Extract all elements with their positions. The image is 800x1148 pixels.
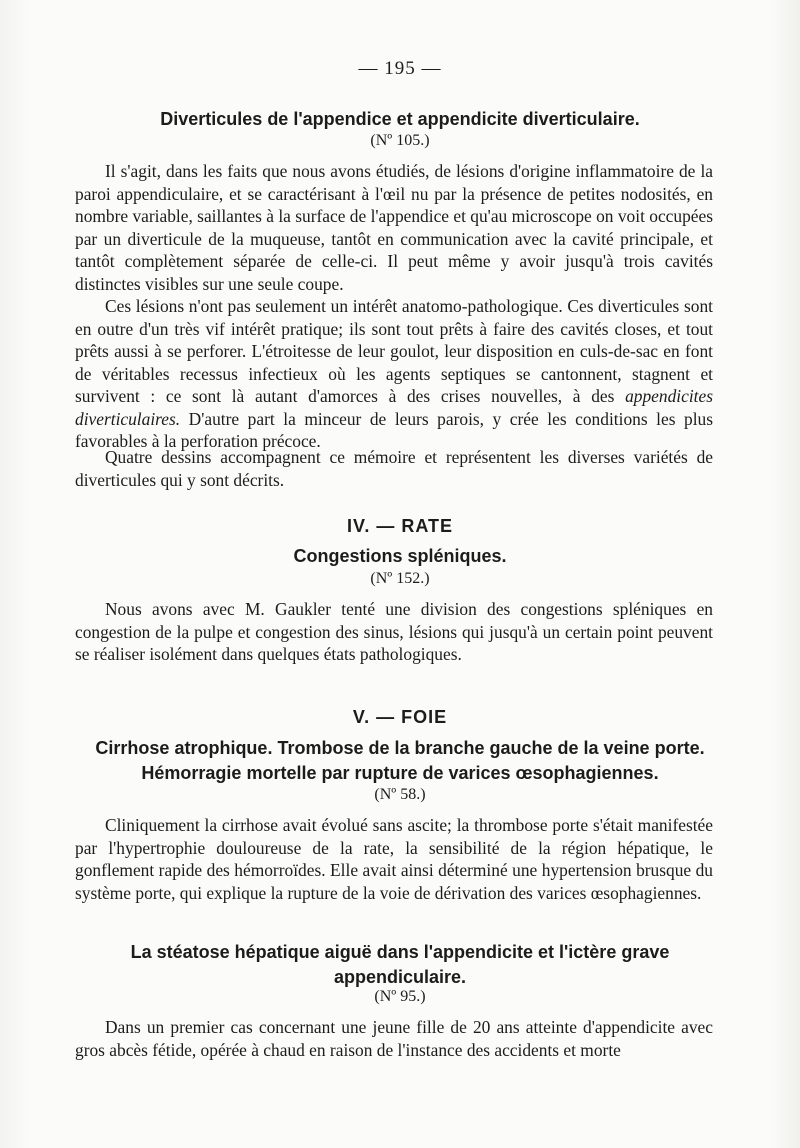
rate-title: Congestions spléniques. <box>293 546 507 566</box>
diverticules-emphasis: appendicites diverticulaires. <box>75 386 713 429</box>
diverticules-paragraph-2-text: Ces lésions n'ont pas seulement un intérêt anatomo-pathologique. Ces diverticules sont en outre d'un très vif intérêt pratique; ils sont tout prêts à faire des cavités closes, et tout prêts aussi à se perforer. L'étroitesse de leur goulot, leur disposition en culs-de-sac en font de véritables recessus infectieux où les agents septiques se cantonnent, stagnent et survivent : ce sont là autant d'amorces à des crises nouvelles, à des <box>75 296 713 407</box>
diverticules-ref: (Nº 105.) <box>370 132 430 149</box>
diverticules-paragraph-3: Quatre dessins accompagnent ce mémoire et représentent les diverses variétés de diverticules qui y sont décrits. <box>75 447 713 490</box>
steatose-paragraph-1: Dans un premier cas concernant une jeune fille de 20 ans atteinte d'appendicite avec gros abcès fétide, opérée à chaud en raison de l'instance des accidents et morte <box>75 1017 713 1060</box>
section-foie: V. — FOIE <box>352 707 448 727</box>
rate-paragraph-1: Nous avons avec M. Gaukler tenté une division des congestions spléniques en congestion de la pulpe et congestion des sinus, lésions qui jusqu'à un certain point peuvent se réaliser isolément dans quelques états pathologiques. <box>75 599 713 665</box>
diverticules-paragraph-2-end: D'autre part la minceur de leurs parois, y crée les conditions les plus favorables à la perforation précoce. <box>75 408 713 452</box>
rate-ref: (Nº 152.) <box>370 570 430 587</box>
diverticules-paragraph-1: Il s'agit, dans les faits que nous avons étudiés, de lésions d'origine inflammatoire de la paroi appendiculaire, et se caractérisant à l'œil nu par la présence de petites nodosités, en nombre variable, saillantes à la surface de l'appendice et qu'au microscope on voit occupées par un diverticule de la muqueuse, tantôt en communication avec la cavité principale, et tantôt complètement séparée de celle-ci. Il peut même y avoir jusqu'à trois cavités distinctes visibles sur une seule coupe. <box>75 161 713 294</box>
steatose-ref: (Nº 95.) <box>374 988 426 1005</box>
section-rate: IV. — RATE <box>346 516 454 536</box>
page-number: — 195 — <box>358 58 442 79</box>
foie-paragraph-1: Cliniquement la cirrhose avait évolué sans ascite; la thrombose porte s'était manifestée par l'hypertrophie douloureuse de la rate, la sensibilité de la région hépatique, le gonflement rapide des hémorroïdes. Elle avait ainsi déterminé une hypertension brusque du système porte, qui explique la rupture de la voie de dérivation des varices œsophagiennes. <box>75 815 713 903</box>
foie-ref: (Nº 58.) <box>374 786 426 803</box>
foie-title: Cirrhose atrophique. Trombose de la branche gauche de la veine porte. Hémorragie mortelle par rupture de varices œsophagiennes. <box>95 738 705 783</box>
diverticules-title: Diverticules de l'appendice et appendicite diverticulaire. <box>160 109 640 129</box>
diverticules-paragraph-2 <box>75 295 713 453</box>
steatose-title: La stéatose hépatique aiguë dans l'appendicite et l'ictère grave appendiculaire. <box>130 942 670 987</box>
